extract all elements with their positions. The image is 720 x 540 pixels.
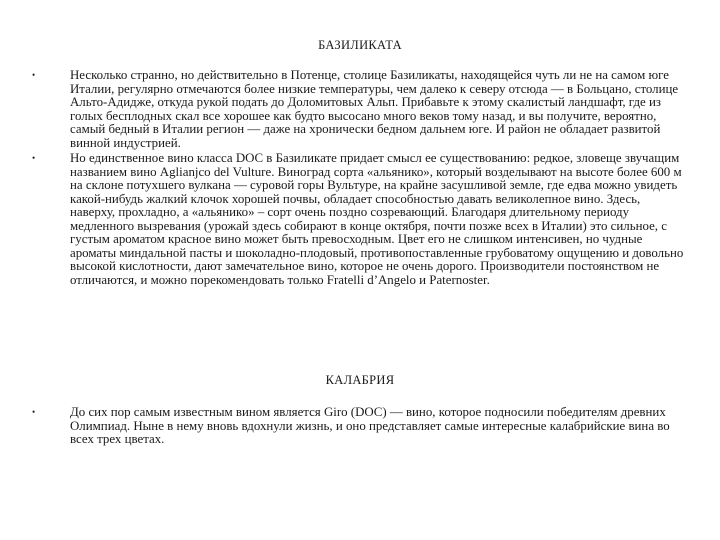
list-item [0, 406, 685, 447]
paragraph-text: Но единственное вино класса DOC в Базиликате придает смысл ее существованию: редкое, зловеще звучащим названием вино Aglianjco del Vulture. Виноград сорта «альянико», который возделывают на высоте более 600 м на склоне потухшего вулкана — суровой горы Вультуре, на крайне засушливой земле, где едва можно увидеть какой-нибудь жалкий клочок хорошей почвы, обладает способностью давать великолепное вино. Здесь, наверху, прохладно, а «альянико» – сорт очень поздно созревающий. Благодаря длительному периоду медленного вызревания (урожай здесь собирают в конце октября, почти позже всех в Италии) это сильное, с густым ароматом красное вино может быть превосходным. Цвет его не слишком интенсивен, но чудные ароматы миндальной пасты и шоколадно-плодовый, противопоставленные грубоватому ощущению и довольно высокой кислотности, дают замечательное вино, которое не очень дорого. Производители постоянством не отличаются, и можно порекомендовать только Fratelli d’Angelo и Paternoster. [70, 151, 684, 287]
paragraph-text: До сих пор самым известным вином является Giro (DOC) — вино, которое подносили победителям древних Олимпиад. Ныне в нему вновь вдохнули жизнь, и оно представляет самые интересные калабрийские вина во всех трех цветах. [70, 405, 670, 446]
list-item [0, 69, 685, 150]
list-item [0, 152, 685, 287]
bullet-icon: • [32, 407, 36, 417]
bullet-icon: • [32, 70, 36, 80]
section-title-calabria: КАЛАБРИЯ [325, 373, 395, 387]
section-title-basilicata: БАЗИЛИКАТА [318, 38, 402, 52]
bullet-list-calabria [0, 406, 720, 449]
bullet-icon: • [32, 153, 36, 163]
paragraph-text: Несколько странно, но действительно в Потенце, столице Базиликаты, находящейся чуть ли не на самом юге Италии, регулярно отмечаются более низкие температуры, чем далеко к северу отсюда — в Больцано, столице Альто-Адидже, откуда рукой подать до Доломитовых Альп. Прибавьте к этому скалистый ландшафт, где из голых бесплодных скал все хорошее как будто высосано много веков тому назад, и вы получите, вероятно, самый бедный в Италии регион — даже на хронически бедном дальнем юге. И район не обладает развитой винной индустрией. [70, 68, 679, 150]
bullet-list-basilicata [0, 69, 720, 289]
